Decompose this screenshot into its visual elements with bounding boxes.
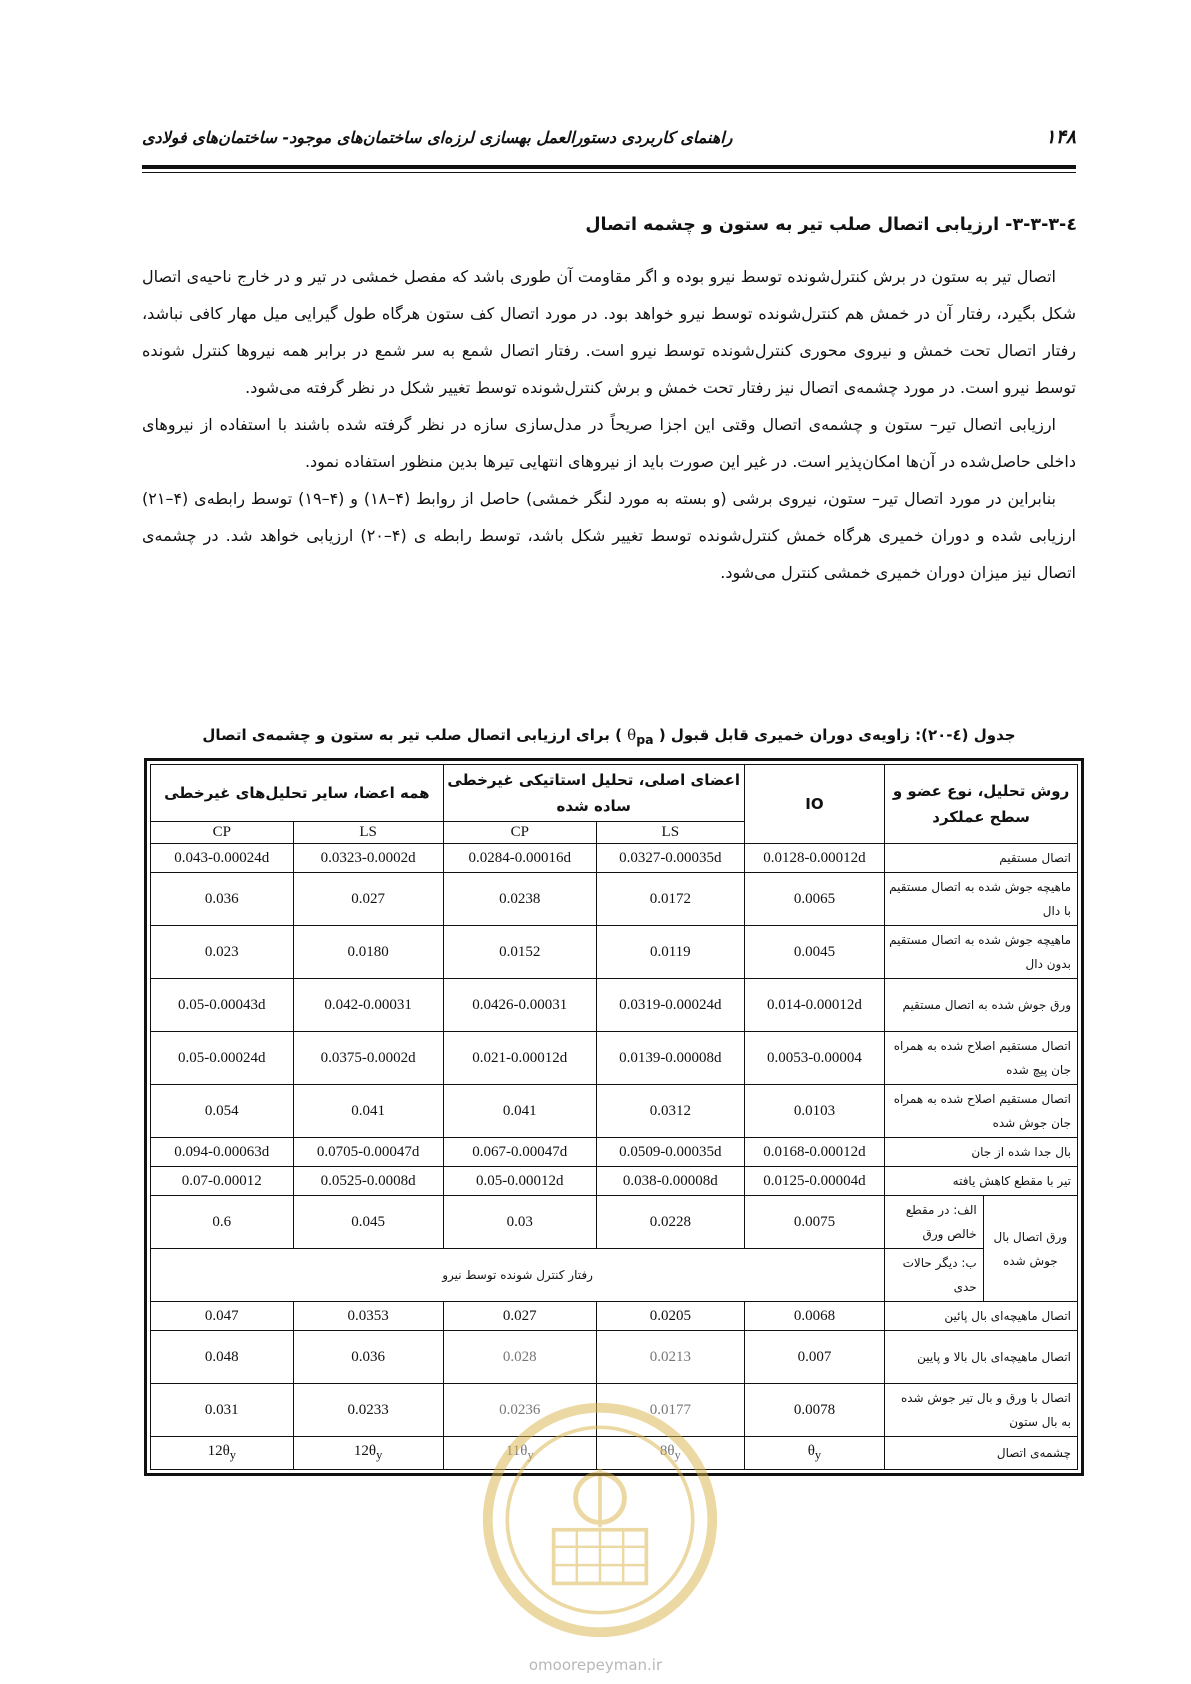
cell-cp-all: 0.094-0.00063d <box>151 1138 294 1167</box>
header-ls-all: LS <box>293 822 443 844</box>
row-sublabel: الف: در مقطع خالص ورق <box>885 1196 984 1249</box>
table-frame <box>144 758 1084 1476</box>
cell-cp-primary: 0.041 <box>443 1085 596 1138</box>
row-label: اتصال با ورق و بال تیر جوش شده به بال ستون <box>885 1384 1078 1437</box>
cell-ls-all: 0.0705-0.00047d <box>293 1138 443 1167</box>
theta-value: 11θ <box>505 1443 528 1459</box>
cell-ls-primary: 0.0119 <box>596 926 744 979</box>
cell-force-controlled-note: رفتار کنترل شونده توسط نیرو <box>151 1249 885 1302</box>
table-row <box>151 926 1078 979</box>
body-text <box>142 258 1076 591</box>
cell-ls-primary: 0.0177 <box>596 1384 744 1437</box>
header-primary-members: اعضای اصلی، تحلیل استاتیکی غیرخطی ساده شده <box>443 765 744 822</box>
header-rule-thick <box>142 165 1076 169</box>
running-title: راهنمای کاربردی دستورالعمل بهسازی لرزه‌ای ساختمان‌های موجود- ساختمان‌های فولادی <box>142 128 733 147</box>
cell-cp-all: 0.047 <box>151 1302 294 1331</box>
theta-subscript: y <box>376 1448 383 1462</box>
cell-io: 0.014-0.00012d <box>744 979 884 1032</box>
theta-subscript: y <box>814 1448 822 1462</box>
cell-ls-all: 0.036 <box>293 1331 443 1384</box>
row-label: چشمه‌ی اتصال <box>885 1437 1078 1470</box>
cell-ls-all: 0.027 <box>293 873 443 926</box>
theta-value: 8θ <box>659 1443 675 1459</box>
cell-io: 0.007 <box>744 1331 884 1384</box>
cell-io: 0.0075 <box>744 1196 884 1249</box>
table-row <box>151 1032 1078 1085</box>
page-header <box>142 126 1076 156</box>
theta-subscript: y <box>229 1448 237 1462</box>
cell-ls-primary: 0.038-0.00008d <box>596 1167 744 1196</box>
row-label: اتصال ماهیچه‌ای بال پائین <box>885 1302 1078 1331</box>
header-cp-all: CP <box>151 822 294 844</box>
cell-ls-all: 0.0180 <box>293 926 443 979</box>
cell-ls-primary <box>596 1437 744 1470</box>
theta-value: θ <box>807 1443 815 1459</box>
cell-cp-primary: 0.067-0.00047d <box>443 1138 596 1167</box>
cell-cp-primary: 0.021-0.00012d <box>443 1032 596 1085</box>
row-label: اتصال ماهیچه‌ای بال بالا و پایین <box>885 1331 1078 1384</box>
table-row <box>151 979 1078 1032</box>
caption-theta-symbol: θ <box>627 726 637 744</box>
table-row <box>151 844 1078 873</box>
cell-io <box>744 1437 884 1470</box>
cell-ls-all: 0.0353 <box>293 1302 443 1331</box>
rotation-table <box>150 764 1078 1470</box>
table-row <box>151 1085 1078 1138</box>
cell-ls-primary: 0.0228 <box>596 1196 744 1249</box>
cell-io: 0.0053-0.00004 <box>744 1032 884 1085</box>
cell-cp-primary: 0.0426-0.00031 <box>443 979 596 1032</box>
caption-theta-subscript: pa <box>636 732 654 747</box>
cell-ls-all: 0.0233 <box>293 1384 443 1437</box>
row-label: ماهیچه جوش شده به اتصال مستقیم بدون دال <box>885 926 1078 979</box>
header-cp-primary: CP <box>443 822 596 844</box>
cell-cp-primary <box>443 1437 596 1470</box>
table-row <box>151 1302 1078 1331</box>
cell-cp-all: 0.07-0.00012 <box>151 1167 294 1196</box>
paragraph-2: ارزیابی اتصال تیر– ستون و چشمه‌ی اتصال وقتی این اجزا صریحاً در مدل‌سازی سازه در نظر گرفته شده باشند با استفاده از نیروهای داخلی حاصل‌شده در آن‌ها امکان‌پذیر است. در غیر این صورت باید از نیروهای انتهایی تیرها بدین منظور استفاده نمود. <box>142 415 1076 471</box>
row-label: اتصال مستقیم <box>885 844 1078 873</box>
cell-io: 0.0103 <box>744 1085 884 1138</box>
cell-io: 0.0065 <box>744 873 884 926</box>
footer-url: omoorepeyman.ir <box>528 1656 663 1674</box>
row-sublabel: ب: دیگر حالات حدی <box>885 1249 984 1302</box>
cell-cp-primary: 0.0152 <box>443 926 596 979</box>
paragraph-1: اتصال تیر به ستون در برش کنترل‌شونده توسط نیرو بوده و اگر مقاومت آن طوری باشد که مفصل خمشی در تیر و در خارج ناحیه‌ی اتصال شکل بگیرد، رفتار آن در خمش هم کنترل‌شونده توسط نیرو خواهد بود. در مورد اتصال کف ستون هرگاه طول گیرایی میل مهار کافی نباشد، رفتار اتصال تحت خمش و نیروی محوری کنترل‌شونده توسط نیرو است. رفتار اتصال شمع به سر شمع در برابر همه نیروها کنترل شونده توسط نیرو است. در مورد چشمه‌ی اتصال نیز رفتار تحت خمش و برش کنترل‌شونده توسط تغییر شکل در نظر گرفته می‌شود. <box>142 267 1076 397</box>
theta-value: 12θ <box>353 1443 377 1459</box>
cell-io: 0.0125-0.00004d <box>744 1167 884 1196</box>
theta-value: 12θ <box>207 1443 230 1459</box>
cell-cp-all: 0.031 <box>151 1384 294 1437</box>
caption-text-before: جدول (٤-٢٠): زاویه‌ی دوران خمیری قابل قبول ( <box>658 726 1016 744</box>
cell-cp-all: 0.023 <box>151 926 294 979</box>
cell-cp-primary: 0.05-0.00012d <box>443 1167 596 1196</box>
table-caption <box>142 726 1076 747</box>
cell-cp-primary: 0.027 <box>443 1302 596 1331</box>
cell-cp-all: 0.6 <box>151 1196 294 1249</box>
table-row-panel-zone <box>151 1437 1078 1470</box>
cell-cp-all: 0.05-0.00024d <box>151 1032 294 1085</box>
row-label: اتصال مستقیم اصلاح شده به همراه جان جوش شده <box>885 1085 1078 1138</box>
cell-ls-all: 0.0323-0.0002d <box>293 844 443 873</box>
caption-text-after: ) برای ارزیابی اتصال صلب تیر به ستون و چشمه‌ی اتصال <box>202 726 622 744</box>
header-all-members: همه اعضا، سایر تحلیل‌های غیرخطی <box>151 765 444 822</box>
cell-ls-primary: 0.0509-0.00035d <box>596 1138 744 1167</box>
cell-cp-all <box>151 1437 294 1470</box>
cell-cp-all: 0.036 <box>151 873 294 926</box>
cell-io: 0.0045 <box>744 926 884 979</box>
table-row <box>151 1384 1078 1437</box>
table-row <box>151 1249 1078 1302</box>
cell-ls-primary: 0.0139-0.00008d <box>596 1032 744 1085</box>
row-label: اتصال مستقیم اصلاح شده به همراه جان پیچ شده <box>885 1032 1078 1085</box>
header-rule-thin <box>142 172 1076 173</box>
cell-cp-primary: 0.03 <box>443 1196 596 1249</box>
theta-subscript: y <box>674 1448 681 1462</box>
row-label: ورق جوش شده به اتصال مستقیم <box>885 979 1078 1032</box>
table-row <box>151 1196 1078 1249</box>
page-number: ۱۴۸ <box>1045 126 1076 148</box>
cell-ls-primary: 0.0312 <box>596 1085 744 1138</box>
table-row <box>151 1331 1078 1384</box>
cell-cp-all: 0.048 <box>151 1331 294 1384</box>
cell-cp-all: 0.054 <box>151 1085 294 1138</box>
cell-cp-primary: 0.0284-0.00016d <box>443 844 596 873</box>
cell-cp-primary: 0.0236 <box>443 1384 596 1437</box>
cell-cp-primary: 0.0238 <box>443 873 596 926</box>
cell-ls-all: 0.045 <box>293 1196 443 1249</box>
header-io: IO <box>744 765 884 844</box>
cell-ls-all: 0.042-0.00031 <box>293 979 443 1032</box>
cell-cp-all: 0.05-0.00043d <box>151 979 294 1032</box>
theta-subscript: y <box>527 1448 534 1462</box>
cell-io: 0.0078 <box>744 1384 884 1437</box>
cell-cp-all: 0.043-0.00024d <box>151 844 294 873</box>
cell-ls-all: 0.0375-0.0002d <box>293 1032 443 1085</box>
cell-ls-all: 0.041 <box>293 1085 443 1138</box>
row-label: تیر با مقطع کاهش یافته <box>885 1167 1078 1196</box>
cell-ls-all <box>293 1437 443 1470</box>
table-row <box>151 1138 1078 1167</box>
table-row <box>151 873 1078 926</box>
cell-ls-primary: 0.0319-0.00024d <box>596 979 744 1032</box>
cell-cp-primary: 0.028 <box>443 1331 596 1384</box>
cell-ls-primary: 0.0205 <box>596 1302 744 1331</box>
cell-ls-all: 0.0525-0.0008d <box>293 1167 443 1196</box>
table-row <box>151 1167 1078 1196</box>
paragraph-3: بنابراین در مورد اتصال تیر– ستون، نیروی برشی (و بسته به مورد لنگر خمشی) حاصل از روابط (۴–۱۸) و (۴–۱۹) توسط رابطه‌ی (۴–۲۱) ارزیابی شده و دوران خمیری هرگاه خمش کنترل‌شونده توسط تغییر شکل باشد، توسط رابطه ی (۴–۲۰) ارزیابی خواهد شد. در چشمه‌ی اتصال نیز میزان دوران خمیری خمشی کنترل می‌شود. <box>142 489 1077 582</box>
cell-ls-primary: 0.0172 <box>596 873 744 926</box>
header-method: روش تحلیل، نوع عضو و سطح عملکرد <box>885 765 1078 844</box>
cell-ls-primary: 0.0213 <box>596 1331 744 1384</box>
cell-io: 0.0128-0.00012d <box>744 844 884 873</box>
row-group-label: ورق اتصال بال جوش شده <box>983 1196 1077 1302</box>
cell-io: 0.0168-0.00012d <box>744 1138 884 1167</box>
row-label: ماهیچه جوش شده به اتصال مستقیم با دال <box>885 873 1078 926</box>
header-ls-primary: LS <box>596 822 744 844</box>
section-heading: ٤-٣-٣-٣- ارزیابی اتصال صلب تیر به ستون و چشمه اتصال <box>585 215 1077 235</box>
cell-io: 0.0068 <box>744 1302 884 1331</box>
cell-ls-primary: 0.0327-0.00035d <box>596 844 744 873</box>
row-label: بال جدا شده از جان <box>885 1138 1078 1167</box>
